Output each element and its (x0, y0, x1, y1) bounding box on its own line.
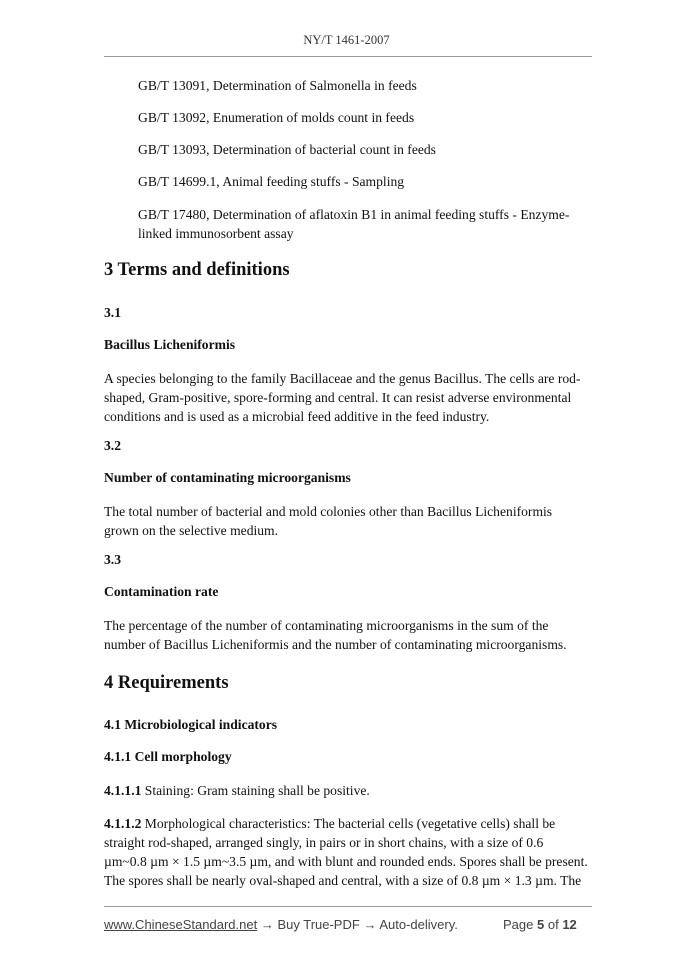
definition-line: shaped, Gram-positive, spore-forming and central. It can resist adverse environmental (104, 390, 572, 405)
page-indicator (503, 917, 577, 932)
reference-item: GB/T 13093, Determination of bacterial count in feeds (138, 142, 436, 157)
clause-line: The spores shall be nearly oval-shaped and central, with a size of 0.8 µm × 1.3 µm. The (104, 873, 582, 888)
clause-number: 4.1.1.1 (104, 783, 142, 798)
reference-item: GB/T 14699.1, Animal feeding stuffs - Sampling (138, 174, 405, 189)
clause-4-1-1-1 (104, 781, 588, 801)
term-number: 3.2 (104, 438, 121, 453)
definition-line: grown on the selective medium. (104, 523, 279, 538)
clause-4-1-1-2 (104, 814, 588, 834)
definition-line: The percentage of the number of contaminating microorganisms in the sum of the (104, 618, 549, 633)
reference-item: GB/T 13092, Enumeration of molds count in feeds (138, 110, 415, 125)
page-number: 5 (537, 917, 545, 932)
clause-text: Morphological characteristics: The bacterial cells (vegetative cells) shall be (141, 816, 556, 831)
footer-promo (104, 917, 458, 932)
term-title: Number of contaminating microorganisms (104, 470, 351, 485)
section-4-heading: 4 Requirements (104, 673, 229, 693)
term-title: Contamination rate (104, 584, 219, 599)
definition-line: The total number of bacterial and mold colonies other than Bacillus Licheniformis (104, 504, 553, 519)
clause-line: µm~0.8 µm × 1.5 µm~3.5 µm, and with blunt and rounded ends. Spores shall be present. (104, 854, 588, 869)
term-number: 3.3 (104, 552, 121, 567)
arrow-icon: → (363, 917, 377, 932)
definition-line: number of Bacillus Licheniformis and the number of contaminating microorganisms. (104, 637, 567, 652)
definition-line: A species belonging to the family Bacillaceae and the genus Bacillus. The cells are rod- (104, 371, 581, 386)
arrow-icon: → (260, 917, 274, 932)
section-3-heading: 3 Terms and definitions (104, 260, 290, 280)
clause-line: straight rod-shaped, arranged singly, in pairs or in short chains, with a size of 0.6 (104, 835, 544, 850)
clause-text: Staining: Gram staining shall be positive. (141, 783, 370, 798)
buy-text: Buy True-PDF (277, 917, 360, 932)
footer-rule (104, 906, 592, 907)
running-header: NY/T 1461-2007 (303, 33, 390, 47)
clause-number: 4.1.1.2 (104, 816, 142, 831)
reference-item-continued: linked immunosorbent assay (138, 226, 294, 241)
reference-item: GB/T 17480, Determination of aflatoxin B1 in animal feeding stuffs - Enzyme- (138, 207, 570, 222)
header-rule (104, 56, 592, 57)
of-word: of (547, 917, 559, 932)
page-total: 12 (562, 917, 577, 932)
page-word: Page (503, 917, 534, 932)
subsection-heading: 4.1.1 Cell morphology (104, 749, 232, 764)
term-number: 3.1 (104, 305, 121, 320)
definition-line: conditions and is used as a microbial feed additive in the feed industry. (104, 409, 490, 424)
term-title: Bacillus Licheniformis (104, 337, 236, 352)
delivery-text: Auto-delivery. (379, 917, 458, 932)
site-link[interactable]: www.ChineseStandard.net (104, 917, 258, 932)
subsection-heading: 4.1 Microbiological indicators (104, 717, 278, 732)
reference-item: GB/T 13091, Determination of Salmonella in feeds (138, 78, 417, 93)
